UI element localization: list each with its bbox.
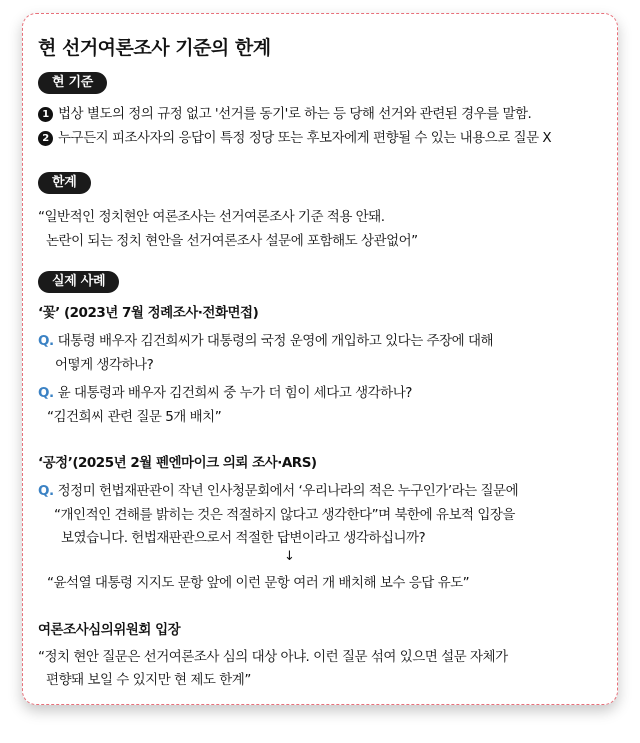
case2-note: “윤석열 대통령 지지도 문항 앞에 이런 문항 여러 개 배치해 보수 응답 유도” <box>47 575 470 591</box>
case2-q-line-1 <box>38 479 518 499</box>
case1-heading: ‘꽃’ (2023년 7월 정례조사·전화면접) <box>38 305 259 321</box>
limit-line-2: 논란이 되는 정치 현안을 선거여론조사 설문에 포함해도 상관없어” <box>46 233 418 249</box>
committee-heading: 여론조사심의위원회 입장 <box>38 622 181 638</box>
case2-heading: ‘공정’(2025년 2월 펜엔마이크 의뢰 조사·ARS) <box>38 455 317 471</box>
case1-note: “김건희씨 관련 질문 5개 배치” <box>47 409 222 425</box>
committee-line-2: 편향돼 보일 수 있지만 현 제도 한계” <box>46 672 251 688</box>
case1-q1-line-1 <box>38 329 493 349</box>
cases-pill: 실제 사례 <box>38 271 119 293</box>
committee-line-1: “정치 현안 질문은 선거여론조사 심의 대상 아냐. 이런 질문 섞여 있으면 설문 자체가 <box>38 649 508 665</box>
page-title: 현 선거여론조사 기준의 한계 <box>38 37 271 59</box>
limit-pill: 한계 <box>38 172 91 194</box>
current-item-1 <box>38 102 531 122</box>
current-standard-pill: 현 기준 <box>38 72 107 94</box>
down-arrow-icon: ↓ <box>284 549 295 564</box>
limit-line-1: “일반적인 정치현안 여론조사는 선거여론조사 기준 적용 안돼. <box>38 209 385 225</box>
question-marker: Q. <box>38 333 54 349</box>
case1-q1-text: 대통령 배우자 김건희씨가 대통령의 국정 운영에 개입하고 있다는 주장에 대해 <box>57 333 494 349</box>
current-item-2 <box>38 126 551 146</box>
current-item-1-text: 법상 별도의 정의 규정 없고 '선거를 동기'로 하는 등 당해 선거와 관련된 경우를 말함. <box>58 106 532 122</box>
case2-q-line-3: 보였습니다. 헌법재판관으로서 적절한 답변이라고 생각하십니까? <box>61 530 426 546</box>
case1-q2-text: 윤 대통령과 배우자 김건희씨 중 누가 더 힘이 세다고 생각하나? <box>57 385 412 401</box>
number-badge-1: 1 <box>38 107 53 122</box>
case2-q-text: 정정미 헌법재판관이 작년 인사청문회에서 ‘우리나라의 적은 누구인가’라는 질문에 <box>57 483 519 499</box>
question-marker: Q. <box>38 385 54 401</box>
case1-q1-line-2: 어떻게 생각하나? <box>55 357 154 373</box>
case2-q-line-2: “개인적인 견해를 밝히는 것은 적절하지 않다고 생각한다”며 북한에 유보적 입장을 <box>54 507 515 523</box>
case1-q2-line <box>38 381 412 401</box>
question-marker: Q. <box>38 483 54 499</box>
number-badge-2: 2 <box>38 131 53 146</box>
current-item-2-text: 누구든지 피조사자의 응답이 특정 정당 또는 후보자에게 편향될 수 있는 내용으로 질문 X <box>58 130 552 146</box>
